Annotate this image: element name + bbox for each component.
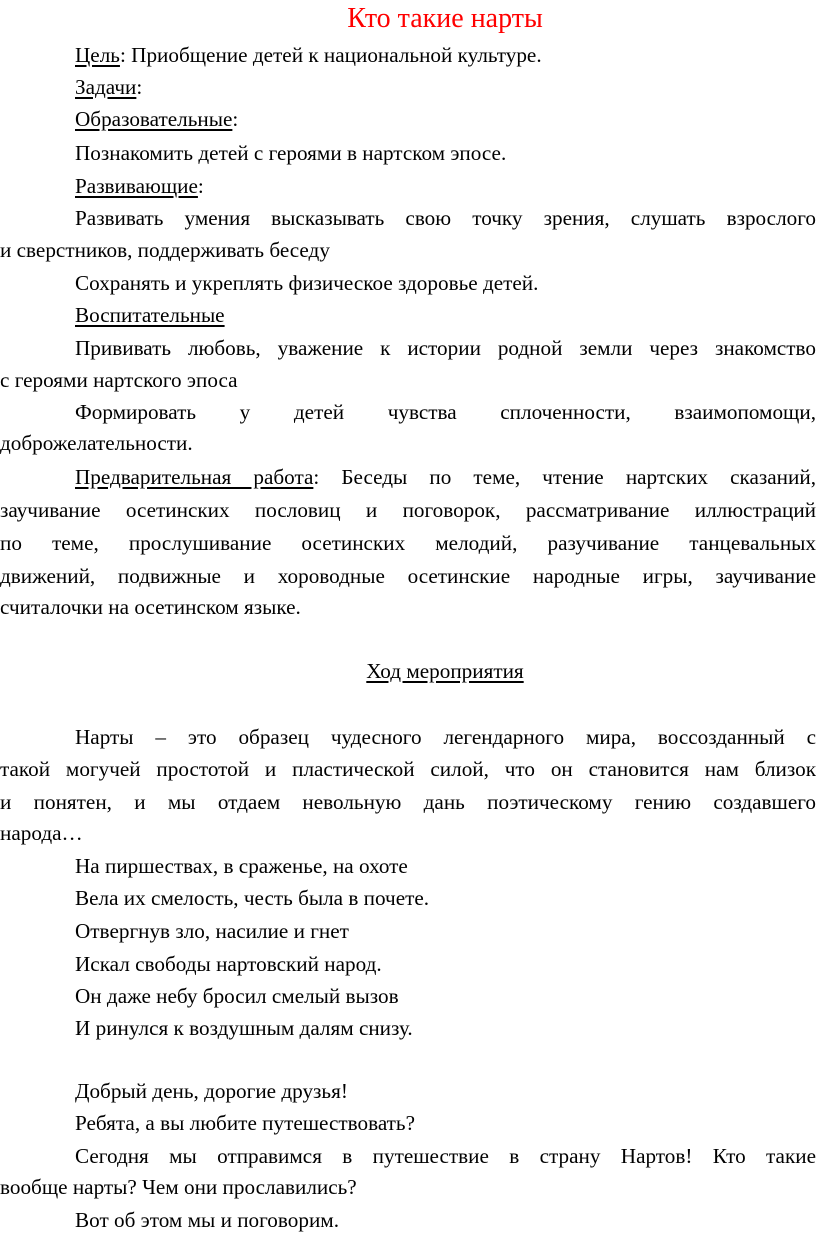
intro-line2: такой могучей простотой и пластической силой, что он становится нам близок — [0, 757, 816, 781]
event-heading — [0, 656, 816, 687]
question-line: Ребята, а вы любите путешествовать? — [75, 1111, 416, 1135]
poem-line-6: И ринулся к воздушным далям снизу. — [75, 1016, 413, 1040]
educational-label: Образовательные — [75, 107, 233, 131]
upbringing-item1-line2: с героями нартского эпоса — [0, 368, 238, 392]
developmental-heading — [75, 171, 816, 202]
tasks-label: Задачи — [75, 75, 137, 99]
event-heading-text: Ход мероприятия — [366, 659, 524, 683]
preliminary-label: Предварительная работа — [75, 465, 314, 489]
upbringing-item1-line1: Прививать любовь, уважение к истории родной земли через знакомство — [75, 336, 816, 360]
upbringing-heading — [75, 300, 816, 331]
intro-line1: Нарты – это образец чудесного легендарного мира, воссозданный с — [75, 725, 816, 749]
closing-line: Вот об этом мы и поговорим. — [75, 1208, 339, 1232]
tasks-line — [75, 72, 816, 103]
intro-line4: народа… — [0, 821, 83, 845]
upbringing-item2-line1: Формировать у детей чувства сплоченности, взаимопомощи, — [75, 400, 816, 424]
educational-heading — [75, 104, 816, 135]
developmental-item1-line2: и сверстников, поддерживать беседу — [0, 238, 330, 262]
upbringing-item2-line2: доброжелательности. — [0, 431, 193, 455]
educational-item: Познакомить детей с героями в нартском эпосе. — [75, 141, 507, 165]
poem-line-3: Отвергнув зло, насилие и гнет — [75, 919, 349, 943]
poem-line-2: Вела их смелость, честь была в почете. — [75, 886, 430, 910]
preliminary-line1 — [75, 462, 816, 493]
greeting-line: Добрый день, дорогие друзья! — [75, 1079, 348, 1103]
developmental-label: Развивающие — [75, 174, 198, 198]
goal-line — [75, 40, 816, 71]
educational-suffix: : — [232, 107, 239, 131]
today-line2: вообще нарты? Чем они прославились? — [0, 1175, 357, 1199]
preliminary-line1-text: : Беседы по теме, чтение нартских сказаний, — [313, 465, 816, 489]
developmental-item1-line1: Развивать умения высказывать свою точку зрения, слушать взрослого — [75, 206, 816, 230]
poem-line-4: Искал свободы нартовский народ. — [75, 952, 382, 976]
tasks-suffix: : — [136, 75, 143, 99]
preliminary-line3: по теме, прослушивание осетинских мелодий, разучивание танцевальных — [0, 531, 816, 555]
document-title: Кто такие нарты — [347, 3, 543, 34]
developmental-suffix: : — [197, 174, 204, 198]
poem-line-1: На пиршествах, в сраженье, на охоте — [75, 854, 408, 878]
poem-line-5: Он даже небу бросил смелый вызов — [75, 984, 399, 1008]
goal-text: : Приобщение детей к национальной культуре. — [119, 43, 542, 67]
upbringing-label: Воспитательные — [75, 303, 225, 327]
preliminary-line2: заучивание осетинских пословиц и поговорок, рассматривание иллюстраций — [0, 498, 816, 522]
intro-line3: и понятен, и мы отдаем невольную дань поэтическому гению создавшего — [0, 790, 816, 814]
today-line1: Сегодня мы отправимся в путешествие в страну Нартов! Кто такие — [75, 1144, 816, 1168]
developmental-item2: Сохранять и укреплять физическое здоровье детей. — [75, 271, 539, 295]
preliminary-line5: считалочки на осетинском языке. — [0, 595, 301, 619]
preliminary-line4: движений, подвижные и хороводные осетинские народные игры, заучивание — [0, 564, 816, 588]
goal-label: Цель — [75, 43, 120, 67]
